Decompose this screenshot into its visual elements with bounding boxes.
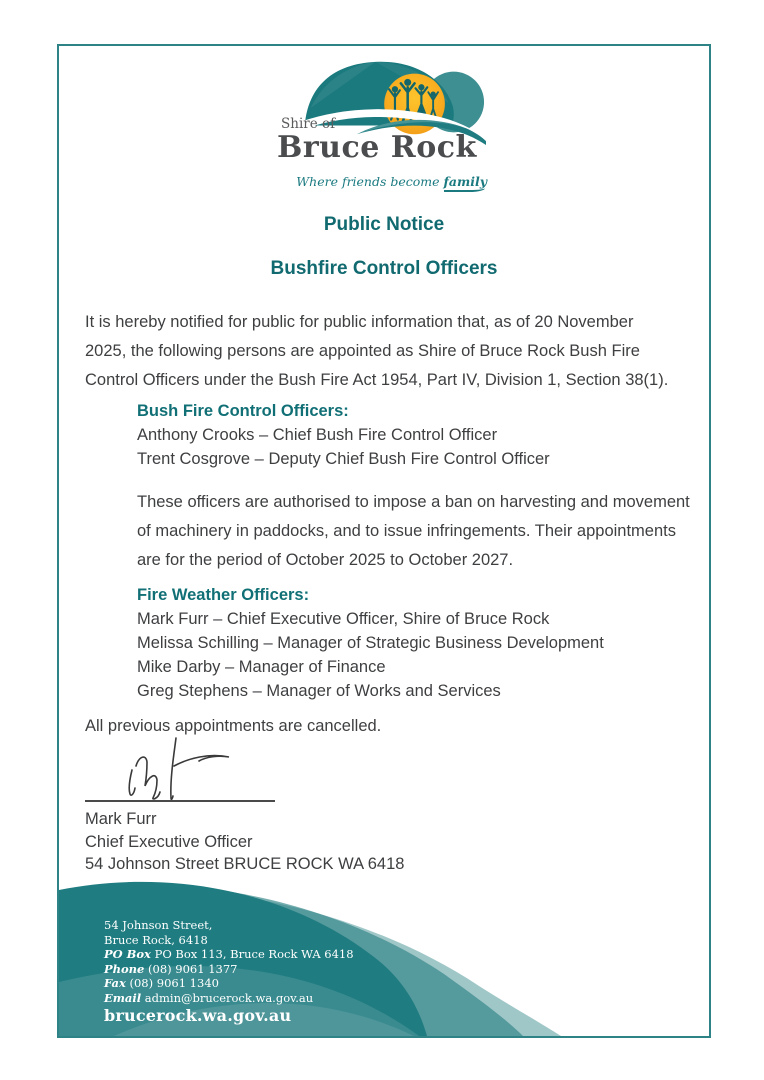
email-label: Email (104, 990, 142, 1005)
pobox-value: PO Box 113, Bruce Rock WA 6418 (154, 947, 354, 962)
signer-title: Chief Executive Officer (85, 832, 253, 851)
bush-fire-section-heading: Bush Fire Control Officers: (137, 402, 349, 420)
fax-label: Fax (104, 976, 126, 991)
footer (59, 878, 709, 1036)
footer-website: brucerock.wa.gov.au (104, 1005, 292, 1025)
signature-line (85, 800, 275, 802)
closing-statement: All previous appointments are cancelled. (85, 717, 382, 735)
footer-email-line (104, 991, 354, 1006)
officer-line: Mike Darby – Manager of Finance (137, 658, 386, 676)
tagline-prefix: Where friends become (296, 174, 444, 189)
officer-line: Greg Stephens – Manager of Works and Services (137, 682, 501, 700)
bush-fire-section (137, 399, 697, 471)
signer-address: 54 Johnson Street BRUCE ROCK WA 6418 (85, 855, 405, 873)
handwritten-signature (114, 736, 290, 800)
footer-phone-line (104, 962, 354, 977)
shire-logo (277, 54, 487, 200)
signer-name: Mark Furr (85, 810, 157, 828)
logo-name-text: Bruce Rock (277, 130, 477, 165)
officer-line: Mark Furr – Chief Executive Officer, Shire of Bruce Rock (137, 610, 550, 628)
officer-line: Melissa Schilling – Manager of Strategic Business Development (137, 634, 604, 652)
notice-page (57, 44, 711, 1038)
officer-line: Trent Cosgrove – Deputy Chief Bush Fire Control Officer (137, 450, 550, 468)
fire-weather-section (137, 583, 697, 703)
page-subtitle: Bushfire Control Officers (270, 258, 498, 279)
footer-fax-line (104, 976, 354, 991)
logo-tagline (281, 174, 487, 189)
tagline-family-word: family (443, 174, 487, 189)
intro-paragraph: It is hereby notified for public for public information that, as of 20 November 2025, the following persons are appointed as Shire of Bruce Rock Bush Fire Control Officers under the Bush Fire Act 1954, Part IV, Division 1, Section 38(1). (85, 313, 669, 389)
footer-address-line2: Bruce Rock, 6418 (104, 932, 208, 947)
page-title: Public Notice (323, 214, 445, 235)
footer-pobox-line (104, 947, 354, 962)
pobox-label: PO Box (104, 947, 151, 962)
footer-address-line1: 54 Johnson Street, (104, 918, 213, 932)
email-value: admin@brucerock.wa.gov.au (144, 990, 314, 1005)
footer-contact-block (104, 918, 354, 1023)
signer-block (85, 808, 645, 876)
phone-value: (08) 9061 1377 (148, 961, 238, 976)
phone-label: Phone (104, 961, 145, 976)
fax-value: (08) 9061 1340 (129, 976, 219, 991)
logo-shire-of-text: Shire of (281, 116, 336, 132)
fire-weather-section-heading: Fire Weather Officers: (137, 586, 310, 604)
officer-line: Anthony Crooks – Chief Bush Fire Control Officer (137, 426, 498, 444)
authorisation-paragraph: These officers are authorised to impose a ban on harvesting and movement of machinery in paddocks, and to issue infringements. Their appointments are for the period of October 2025 to October 2027. (137, 493, 690, 569)
